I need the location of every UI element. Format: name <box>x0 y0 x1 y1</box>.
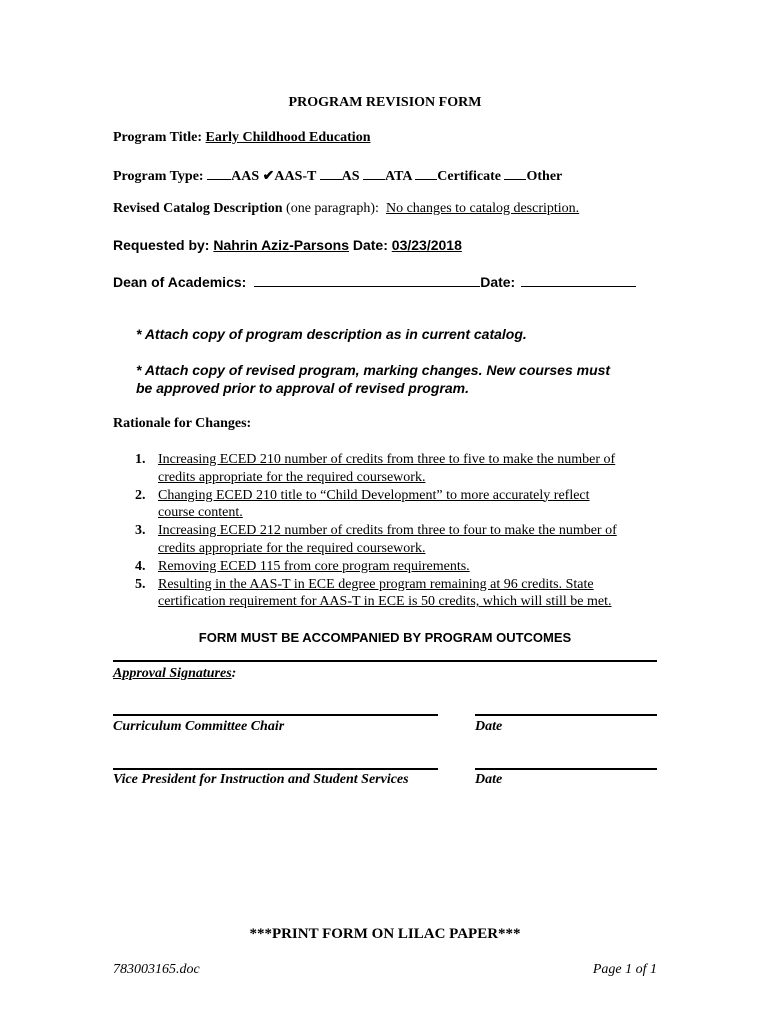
catalog-row <box>113 201 579 217</box>
dean-row <box>113 273 636 290</box>
option-ata: ATA <box>385 169 412 184</box>
blank-aas[interactable] <box>207 166 231 180</box>
program-title-value: Early Childhood Education <box>205 130 371 145</box>
vp-signature-line[interactable] <box>113 768 438 770</box>
catalog-hint: (one paragraph): <box>286 201 379 216</box>
list-item <box>135 558 718 576</box>
option-as: AS <box>341 169 360 184</box>
curriculum-chair-signature-line[interactable] <box>113 714 438 716</box>
footer-page-number: Page 1 of 1 <box>592 962 657 977</box>
print-notice: ***PRINT FORM ON LILAC PAPER*** <box>249 926 521 942</box>
list-text-line: Increasing ECED 212 number of credits from three to four to make the number of <box>158 523 617 539</box>
list-text-line: Changing ECED 210 title to “Child Development” to more accurately reflect <box>158 487 590 503</box>
approval-label: Approval Signatures <box>113 666 232 681</box>
program-title-label: Program Title: <box>113 130 203 145</box>
list-item <box>135 451 718 487</box>
program-title-row <box>113 130 370 146</box>
list-number: 5. <box>135 576 146 592</box>
list-text-line: credits appropriate for the required coursework. <box>158 469 426 485</box>
curriculum-chair-label: Curriculum Committee Chair <box>113 719 285 734</box>
blank-as[interactable] <box>320 166 342 180</box>
option-aas-t: AAS-T <box>274 169 317 184</box>
catalog-value: No changes to catalog description. <box>385 201 580 216</box>
dean-date-label: Date: <box>480 274 516 290</box>
approval-colon: : <box>231 666 237 681</box>
list-number: 4. <box>135 558 146 574</box>
catalog-label: Revised Catalog Description <box>113 201 283 216</box>
section-divider <box>113 660 657 662</box>
list-number: 3. <box>135 523 146 539</box>
option-certificate: Certificate <box>437 169 501 184</box>
list-number: 2. <box>135 487 146 503</box>
attach-instruction-2a: * Attach copy of revised program, marking changes. New courses must <box>136 362 611 378</box>
vp-label: Vice President for Instruction and Student Services <box>113 772 409 787</box>
requested-value: Nahrin Aziz-Parsons <box>213 237 349 253</box>
list-text-line: Removing ECED 115 from core program requirements. <box>158 558 470 574</box>
form-heading: PROGRAM REVISION FORM <box>288 95 482 110</box>
rationale-label: Rationale for Changes: <box>113 416 252 431</box>
requested-row <box>113 237 462 253</box>
blank-certificate[interactable] <box>415 166 437 180</box>
curriculum-chair-date-line[interactable] <box>475 714 657 716</box>
program-type-row <box>113 166 562 185</box>
outcomes-notice: FORM MUST BE ACCOMPANIED BY PROGRAM OUTCOMES <box>198 630 572 645</box>
attach-instruction-1: * Attach copy of program description as in current catalog. <box>136 326 527 342</box>
curriculum-chair-date-label: Date <box>475 719 503 734</box>
dean-label: Dean of Academics: <box>113 274 247 290</box>
list-item <box>135 522 718 558</box>
rationale-list <box>113 451 718 611</box>
blank-ata[interactable] <box>363 166 385 180</box>
option-aas: AAS <box>231 169 260 184</box>
date-value: 03/23/2018 <box>391 237 462 253</box>
program-type-label: Program Type: <box>113 169 204 184</box>
vp-date-label: Date <box>475 772 503 787</box>
list-text-line: Resulting in the AAS-T in ECE degree program remaining at 96 credits. State <box>158 576 594 592</box>
approval-heading <box>113 666 236 682</box>
date-label: Date: <box>352 237 388 253</box>
list-text-line: certification requirement for AAS-T in ECE is 50 credits, which will still be met. <box>158 594 612 610</box>
dean-signature-field[interactable] <box>254 273 480 287</box>
list-number: 1. <box>135 452 146 467</box>
list-text-line: course content. <box>158 505 243 521</box>
list-item <box>135 576 718 612</box>
list-item <box>135 487 718 523</box>
list-text-line: Increasing ECED 210 number of credits from three to five to make the number of <box>158 452 616 467</box>
attach-instruction-2b: be approved prior to approval of revised program. <box>136 380 469 396</box>
footer-filename: 783003165.doc <box>113 962 200 977</box>
list-text-line: credits appropriate for the required coursework. <box>158 540 426 556</box>
dean-date-field[interactable] <box>521 273 636 287</box>
checkmark-icon: ✔ <box>262 169 275 184</box>
vp-date-line[interactable] <box>475 768 657 770</box>
option-other: Other <box>526 169 563 184</box>
requested-label: Requested by: <box>113 237 210 253</box>
blank-other[interactable] <box>504 166 526 180</box>
